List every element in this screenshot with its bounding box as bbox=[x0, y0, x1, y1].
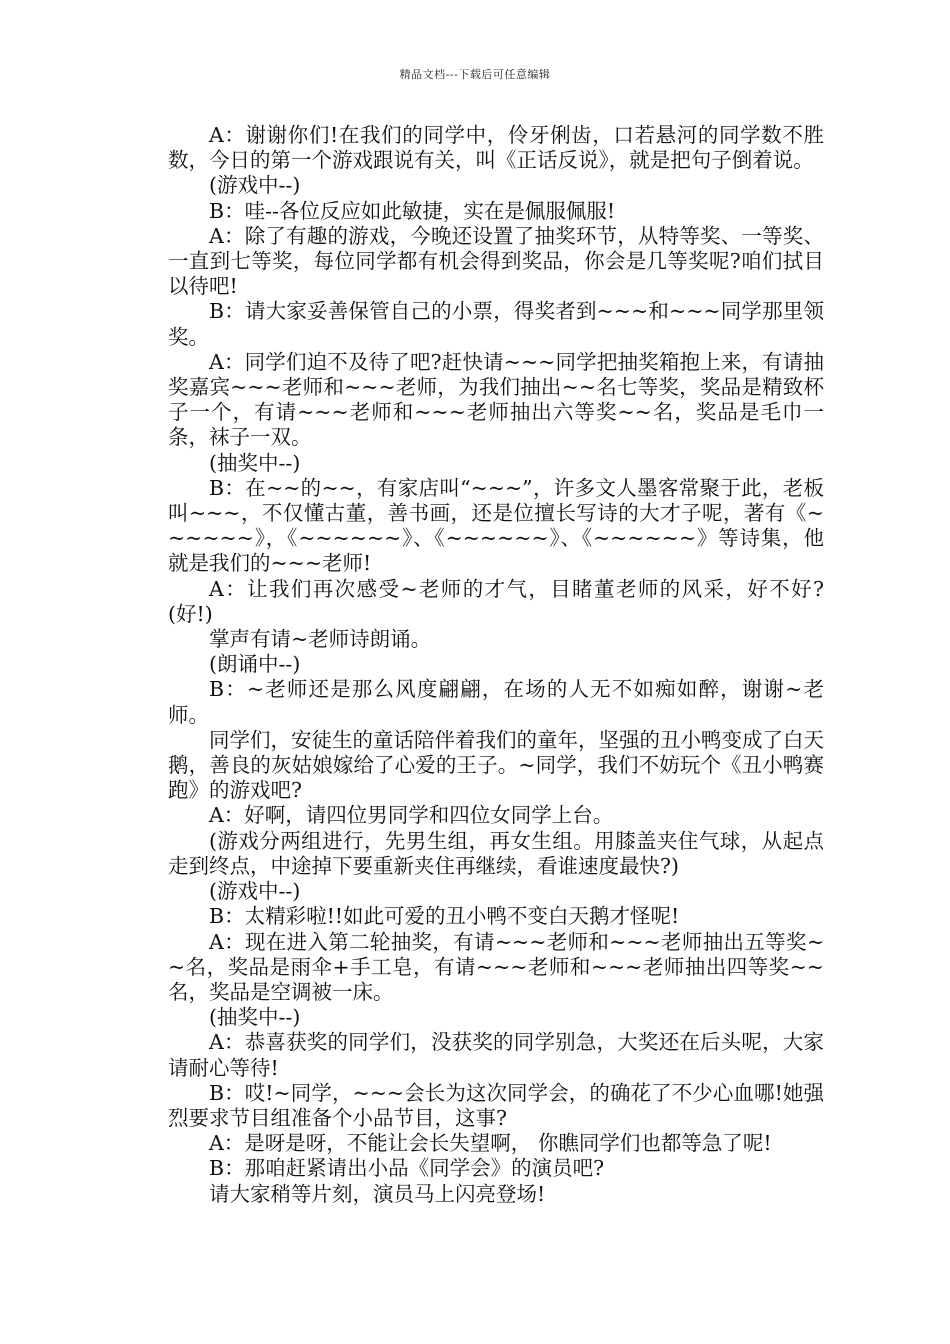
paragraph: B：~老师还是那么风度翩翩，在场的人无不如痴如醉，谢谢~老师。 bbox=[168, 677, 824, 727]
paragraph: B：那咱赶紧请出小品《同学会》的演员吧? bbox=[209, 1156, 605, 1181]
paragraph: B：在~~的~~，有家店叫“~~~”，许多文人墨客常聚于此，老板叫~~~，不仅懂古董，善书画，还是位擅长写诗的大才子呢，著有《~~~~~~》，《~~~~~~》、《~~~~~~》、《~~~~~~》等诗集，他就是我们的~~~老师! bbox=[168, 475, 824, 576]
paragraph: B：哎!~同学，~~~会长为这次同学会，的确花了不少心血哪!她强烈要求节目组准备个小品节目，这事? bbox=[168, 1080, 824, 1130]
paragraph: 掌声有请~老师诗朗诵。 bbox=[209, 627, 432, 652]
paragraph: A：同学们迫不及待了吧?赶快请~~~同学把抽奖箱抱上来，有请抽奖嘉宾~~~老师和~~~老师，为我们抽出~~名七等奖，奖品是精致杯子一个，有请~~~老师和~~~老师抽出六等奖~~名，奖品是毛巾一条，袜子一双。 bbox=[168, 349, 824, 450]
paragraph: B：哇--各位反应如此敏捷，实在是佩服佩服! bbox=[209, 198, 616, 223]
paragraph: (朗诵中--) bbox=[209, 652, 301, 677]
paragraph: A：除了有趣的游戏，今晚还设置了抽奖环节，从特等奖、一等奖、一直到七等奖，每位同学都有机会得到奖品，你会是几等奖呢?咱们拭目以待吧! bbox=[168, 223, 824, 299]
paragraph: A：谢谢你们!在我们的同学中，伶牙俐齿，口若悬河的同学数不胜数，今日的第一个游戏跟说有关，叫《正话反说》，就是把句子倒着说。 bbox=[168, 123, 824, 173]
paragraph: B：太精彩啦!!如此可爱的丑小鸭不变白天鹅才怪呢! bbox=[209, 904, 680, 929]
paragraph: (抽奖中--) bbox=[209, 450, 301, 475]
paragraph: (抽奖中--) bbox=[209, 1005, 301, 1030]
paragraph: A：好啊，请四位男同学和四位女同学上台。 bbox=[209, 803, 614, 828]
paragraph: A：让我们再次感受~老师的才气，目睹董老师的风采，好不好?(好!) bbox=[168, 576, 824, 626]
document-body bbox=[168, 123, 824, 1207]
paragraph: 请大家稍等片刻，演员马上闪亮登场! bbox=[209, 1181, 546, 1206]
paragraph: (游戏分两组进行，先男生组，再女生组。用膝盖夹住气球，从起点走到终点，中途掉下要重新夹住再继续，看谁速度最快?) bbox=[168, 828, 824, 878]
paragraph: A：现在进入第二轮抽奖，有请~~~老师和~~~老师抽出五等奖~~名，奖品是雨伞+手工皂，有请~~~老师和~~~老师抽出四等奖~~名，奖品是空调被一床。 bbox=[168, 929, 824, 1004]
paragraph: (游戏中--) bbox=[209, 173, 301, 198]
page-header: 精品文档---下载后可任意编辑 bbox=[399, 68, 551, 81]
paragraph: B：请大家妥善保管自己的小票，得奖者到~~~和~~~同学那里领奖。 bbox=[168, 299, 824, 349]
paragraph: A：是呀是呀，不能让会长失望啊， 你瞧同学们也都等急了呢! bbox=[209, 1131, 772, 1156]
paragraph: 同学们，安徒生的童话陪伴着我们的童年，坚强的丑小鸭变成了白天鹅，善良的灰姑娘嫁给了心爱的王子。~同学，我们不妨玩个《丑小鸭赛跑》的游戏吧? bbox=[168, 727, 824, 803]
paragraph: (游戏中--) bbox=[209, 879, 301, 904]
paragraph: A：恭喜获奖的同学们，没获奖的同学别急，大奖还在后头呢，大家请耐心等待! bbox=[168, 1030, 824, 1080]
